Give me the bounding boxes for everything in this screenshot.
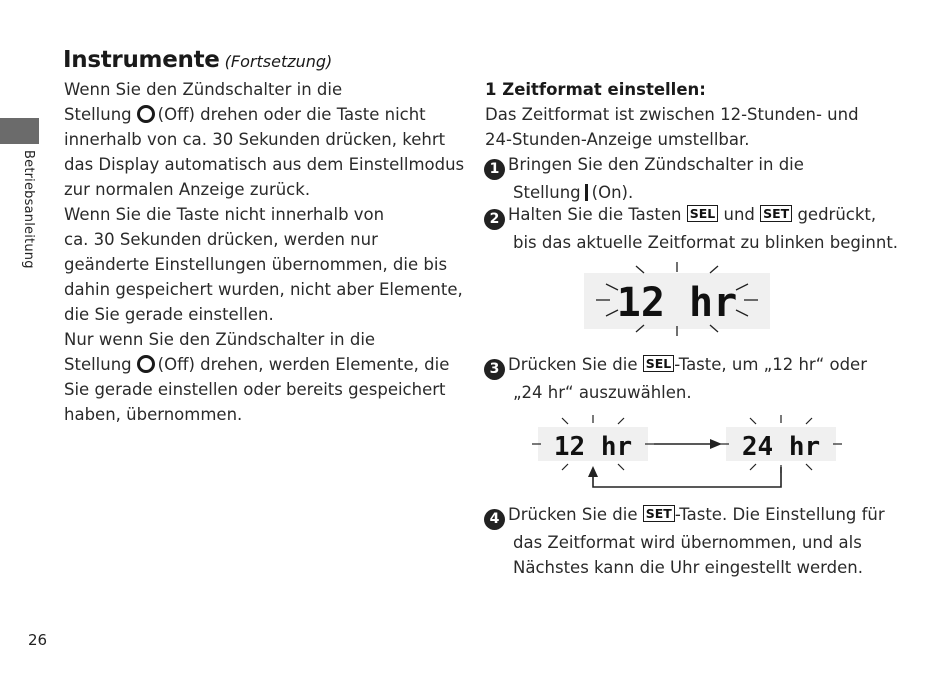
side-tab-marker (0, 118, 39, 144)
step-1: 1 Bringen Sie den Zündschalter in die Stellung (On). (485, 152, 804, 205)
text-line: haben, übernommen. (64, 405, 243, 424)
section-heading: 1 Zeitformat einstellen: (485, 80, 706, 99)
lcd-option-24hr: 24 hr (741, 432, 821, 462)
title-sub: (Fortsetzung) (224, 52, 333, 71)
section-intro (485, 77, 885, 152)
text-line: innerhalb von ca. 30 Sekunden drücken, kehrt (64, 130, 446, 149)
text-line: die Sie gerade einstellen. (64, 305, 274, 324)
format-toggle-diagram (532, 414, 842, 492)
text-line: ca. 30 Sekunden drücken, werden nur (64, 230, 378, 249)
ignition-off-icon (137, 355, 155, 373)
text-line: Stellung (Off) drehen oder die Taste nicht (64, 105, 426, 124)
text-line: Wenn Sie den Zündschalter in die (64, 80, 343, 99)
ignition-off-icon (137, 105, 155, 123)
text-line: Nur wenn Sie den Zündschalter in die (64, 330, 376, 349)
step-3: 3 Drücken Sie die SEL -Taste, um „12 hr“ oder „24 hr“ auszuwählen. (485, 352, 867, 405)
sel-button-symbol: SEL (687, 205, 719, 222)
left-column-text (64, 77, 464, 427)
ignition-on-icon (585, 184, 588, 201)
lcd-display-12hr (584, 262, 770, 336)
sel-button-symbol: SEL (643, 355, 675, 372)
text-line: Sie gerade einstellen oder bereits gespeichert (64, 380, 446, 399)
text-line: Wenn Sie die Taste nicht innerhalb von (64, 205, 385, 224)
title-main: Instrumente (63, 47, 220, 73)
text-line: Stellung (Off) drehen, werden Elemente, die (64, 355, 450, 374)
text-line: Das Zeitformat ist zwischen 12-Stunden- und (485, 105, 859, 124)
lcd-text: 12 hr (616, 280, 738, 326)
set-button-symbol: SET (643, 505, 675, 522)
lcd-option-12hr: 12 hr (553, 432, 633, 462)
page-title (63, 47, 332, 73)
set-button-symbol: SET (760, 205, 792, 222)
arrow-return (593, 467, 781, 487)
step-2: 2 Halten Sie die Tasten SEL und SET gedrückt, bis das aktuelle Zeitformat zu blinken beginnt. (485, 202, 898, 255)
side-tab-label: Betriebsanleitung (21, 150, 36, 269)
page-number: 26 (28, 631, 48, 649)
step-number-icon: 4 (484, 509, 505, 530)
text-line: 24-Stunden-Anzeige umstellbar. (485, 130, 750, 149)
text-line: dahin gespeichert wurden, nicht aber Elemente, (64, 280, 463, 299)
step-number-icon: 2 (484, 209, 505, 230)
text-line: geänderte Einstellungen übernommen, die bis (64, 255, 448, 274)
text-line: das Display automatisch aus dem Einstellmodus (64, 155, 465, 174)
step-4: 4 Drücken Sie die SET -Taste. Die Einstellung für das Zeitformat wird übernommen, und als Nächstes kann die Uhr eingestellt werden. (485, 502, 885, 580)
text-line: zur normalen Anzeige zurück. (64, 180, 311, 199)
step-number-icon: 1 (484, 159, 505, 180)
step-number-icon: 3 (484, 359, 505, 380)
